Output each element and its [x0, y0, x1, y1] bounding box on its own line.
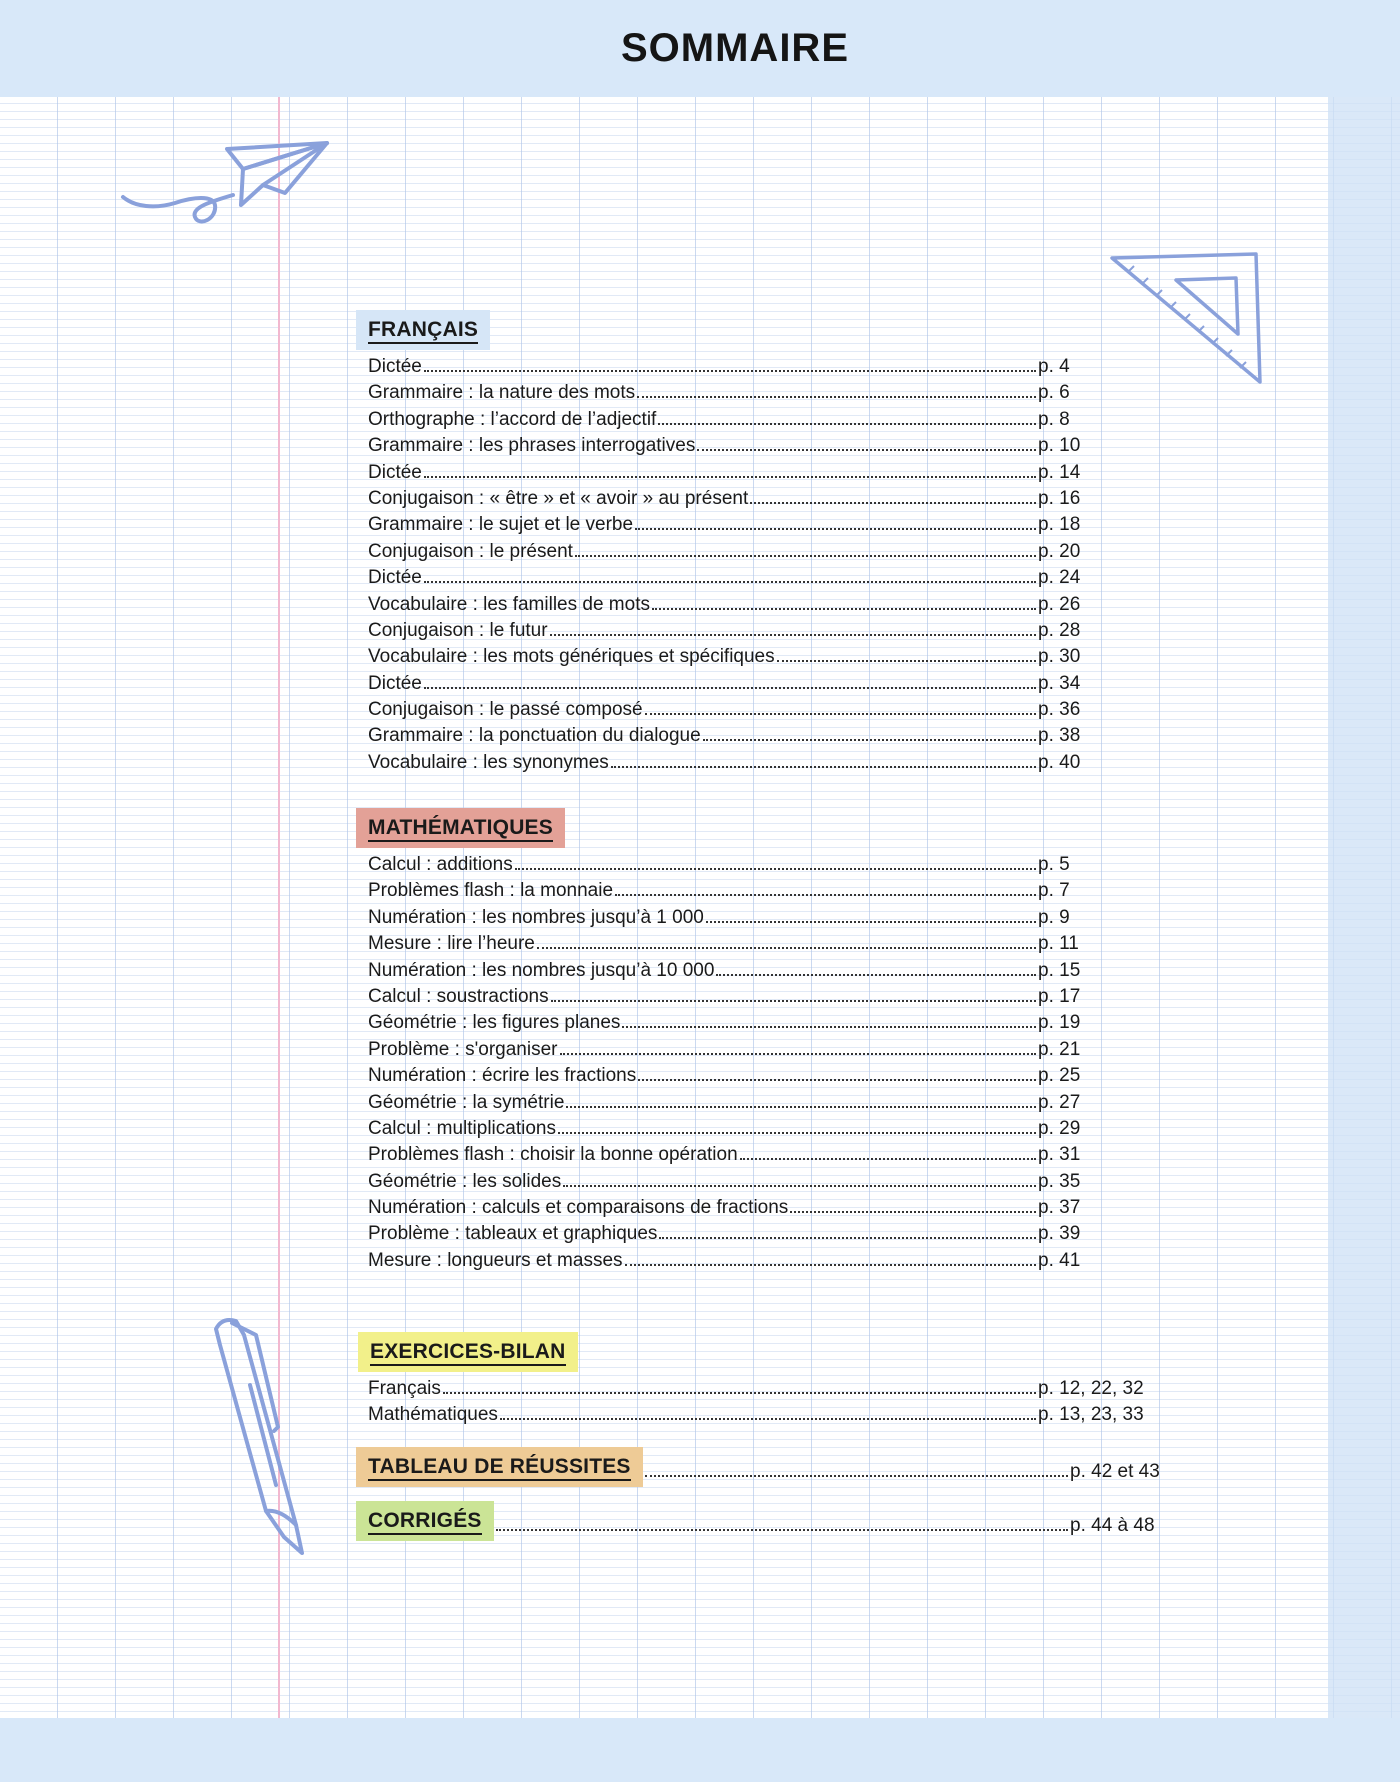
toc-item-label: Vocabulaire : les familles de mots	[368, 593, 650, 615]
toc-row[interactable]	[368, 1037, 1124, 1063]
toc-dots	[424, 581, 1036, 583]
toc-item-label: Géométrie : les solides	[368, 1170, 562, 1192]
toc-item-label: Conjugaison : le futur	[368, 619, 548, 641]
toc-item-label: Géométrie : la symétrie	[368, 1091, 565, 1113]
toc-item-label: Problèmes flash : choisir la bonne opération	[368, 1144, 738, 1166]
toc-item-label: Mesure : lire l’heure	[368, 933, 535, 955]
toc-dots	[443, 1392, 1036, 1394]
toc-row[interactable]	[368, 1063, 1124, 1089]
toc-dots	[638, 1079, 1036, 1081]
page-header	[0, 0, 1400, 97]
toc-item-page: p. 39	[1038, 1223, 1081, 1245]
toc-row[interactable]	[368, 644, 1124, 670]
toc-dots	[658, 423, 1036, 425]
maths-toc-list	[356, 852, 1156, 1274]
section-exercices	[356, 1332, 1156, 1429]
toc-dots	[424, 687, 1036, 689]
toc-dots	[652, 608, 1036, 610]
toc-dots	[500, 1418, 1036, 1420]
toc-item-label: Grammaire : les phrases interrogatives	[368, 435, 696, 457]
toc-item-page: p. 36	[1038, 699, 1081, 721]
toc-dots	[575, 555, 1036, 557]
toc-item-page: p. 37	[1038, 1197, 1081, 1219]
section-francais	[356, 310, 1156, 776]
toc-row[interactable]	[368, 486, 1124, 512]
toc-row[interactable]	[368, 1376, 1144, 1402]
toc-dots	[496, 1529, 1068, 1531]
toc-item-label: Orthographe : l’accord de l’adjectif	[368, 408, 657, 430]
exercices-toc-list	[356, 1376, 1156, 1429]
toc-row[interactable]	[368, 1116, 1124, 1142]
toc-item-page: p. 9	[1038, 906, 1070, 928]
toc-item-page: p. 14	[1038, 461, 1081, 483]
toc-dots	[645, 713, 1036, 715]
section-tableau	[356, 1447, 1160, 1487]
toc-item-page: p. 21	[1038, 1038, 1081, 1060]
section-corriges	[356, 1501, 1156, 1541]
toc-item-page: p. 12, 22, 32	[1038, 1378, 1144, 1399]
toc-row[interactable]	[368, 931, 1124, 957]
toc-item-page: p. 16	[1038, 487, 1081, 509]
toc-row[interactable]	[368, 905, 1124, 931]
toc-item-label: Problème : tableaux et graphiques	[368, 1223, 658, 1245]
toc-row[interactable]	[368, 750, 1124, 776]
toc-row[interactable]	[368, 539, 1124, 565]
toc-item-label: Dictée	[368, 672, 422, 694]
toc-item-label: Mesure : longueurs et masses	[368, 1249, 623, 1271]
toc-item-page: p. 31	[1038, 1144, 1081, 1166]
toc-item-label: Conjugaison : le passé composé	[368, 699, 643, 721]
corriges-row[interactable]	[356, 1501, 1156, 1541]
toc-dots	[515, 868, 1036, 870]
tableau-page: p. 42 et 43	[1070, 1461, 1160, 1482]
toc-item-label: Numération : les nombres jusqu’à 10 000	[368, 959, 715, 981]
toc-dots	[777, 660, 1036, 662]
toc-row[interactable]	[368, 354, 1124, 380]
section-title-exercices: EXERCICES-BILAN	[358, 1332, 578, 1372]
section-maths	[356, 808, 1156, 1274]
toc-item-page: p. 41	[1038, 1249, 1081, 1271]
toc-item-label: Calcul : multiplications	[368, 1117, 556, 1139]
toc-row[interactable]	[368, 1010, 1124, 1036]
toc-item-label: Conjugaison : « être » et « avoir » au présent	[368, 487, 749, 509]
toc-dots	[622, 1026, 1036, 1028]
toc-row[interactable]	[368, 433, 1124, 459]
toc-row[interactable]	[368, 984, 1124, 1010]
toc-item-page: p. 8	[1038, 408, 1070, 430]
toc-item-page: p. 26	[1038, 593, 1081, 615]
right-margin-band	[1328, 0, 1400, 1782]
toc-item-label: Vocabulaire : les mots génériques et spécifiques	[368, 646, 775, 668]
toc-row[interactable]	[368, 1090, 1124, 1116]
toc-item-label: Dictée	[368, 567, 422, 589]
toc-item-page: p. 28	[1038, 619, 1081, 641]
toc-item-page: p. 25	[1038, 1065, 1081, 1087]
toc-row[interactable]	[368, 1402, 1144, 1428]
toc-dots	[566, 1106, 1036, 1108]
toc-row[interactable]	[368, 512, 1124, 538]
toc-dots	[551, 1000, 1036, 1002]
toc-item-label: Vocabulaire : les synonymes	[368, 751, 609, 773]
toc-item-page: p. 27	[1038, 1091, 1081, 1113]
toc-item-page: p. 11	[1038, 933, 1079, 955]
toc-item-page: p. 7	[1038, 880, 1070, 902]
section-title-corriges: CORRIGÉS	[356, 1501, 494, 1541]
toc-item-page: p. 40	[1038, 751, 1081, 773]
toc-row[interactable]	[368, 1142, 1124, 1168]
toc-item-page: p. 30	[1038, 646, 1081, 668]
toc-row[interactable]	[368, 1195, 1124, 1221]
toc-row[interactable]	[368, 671, 1124, 697]
toc-item-page: p. 38	[1038, 725, 1081, 747]
toc-row[interactable]	[368, 1169, 1124, 1195]
toc-item-page: p. 19	[1038, 1012, 1081, 1034]
toc-row[interactable]	[368, 723, 1124, 749]
toc-item-label: Mathématiques	[368, 1404, 498, 1426]
toc-item-page: p. 17	[1038, 985, 1081, 1007]
toc-item-page: p. 29	[1038, 1117, 1081, 1139]
toc-dots	[550, 634, 1036, 636]
toc-item-page: p. 5	[1038, 854, 1070, 875]
toc-item-label: Problèmes flash : la monnaie	[368, 880, 614, 902]
toc-dots	[625, 1264, 1036, 1266]
toc-row[interactable]	[368, 407, 1124, 433]
toc-row[interactable]	[368, 852, 1124, 878]
paper-plane-icon	[115, 135, 335, 235]
toc-item-label: Géométrie : les figures planes	[368, 1012, 621, 1034]
tableau-row[interactable]	[356, 1447, 1160, 1487]
toc-item-label: Français	[368, 1378, 441, 1399]
toc-item-label: Dictée	[368, 356, 422, 377]
toc-item-label: Calcul : soustractions	[368, 985, 549, 1007]
toc-row[interactable]	[368, 565, 1124, 591]
toc-item-page: p. 35	[1038, 1170, 1081, 1192]
francais-toc-list	[356, 354, 1156, 776]
toc-item-page: p. 24	[1038, 567, 1081, 589]
toc-item-label: Numération : les nombres jusqu’à 1 000	[368, 906, 704, 928]
page-title: SOMMAIRE	[621, 26, 849, 70]
toc-item-label: Numération : calculs et comparaisons de fractions	[368, 1197, 789, 1219]
toc-dots	[635, 528, 1036, 530]
toc-item-page: p. 20	[1038, 540, 1081, 562]
toc-dots	[615, 894, 1036, 896]
toc-item-label: Numération : écrire les fractions	[368, 1065, 637, 1087]
toc-dots	[703, 739, 1036, 741]
toc-row[interactable]	[368, 1248, 1124, 1274]
toc-dots	[558, 1132, 1036, 1134]
toc-item-page: p. 18	[1038, 514, 1081, 536]
toc-item-label: Problème : s'organiser	[368, 1038, 558, 1060]
toc-dots	[716, 974, 1036, 976]
toc-item-label: Dictée	[368, 461, 422, 483]
toc-dots	[424, 370, 1036, 372]
pen-icon	[210, 1315, 320, 1560]
toc-item-label: Grammaire : la nature des mots	[368, 382, 636, 404]
toc-row[interactable]	[368, 460, 1124, 486]
corriges-page: p. 44 à 48	[1070, 1515, 1155, 1536]
section-title-tableau: TABLEAU DE RÉUSSITES	[356, 1447, 643, 1487]
toc-item-page: p. 10	[1038, 435, 1081, 457]
toc-item-page: p. 4	[1038, 356, 1070, 377]
toc-dots	[706, 921, 1036, 923]
toc-dots	[560, 1053, 1037, 1055]
toc-dots	[740, 1158, 1036, 1160]
toc-item-label: Calcul : additions	[368, 854, 513, 875]
toc-dots	[645, 1475, 1068, 1477]
toc-dots	[537, 947, 1036, 949]
toc-item-page: p. 13, 23, 33	[1038, 1404, 1144, 1426]
toc-row[interactable]	[368, 958, 1124, 984]
toc-item-page: p. 15	[1038, 959, 1081, 981]
toc-dots	[637, 396, 1036, 398]
toc-dots	[424, 476, 1036, 478]
section-title-francais: FRANÇAIS	[356, 310, 490, 350]
toc-dots	[563, 1185, 1036, 1187]
toc-row[interactable]	[368, 592, 1124, 618]
toc-item-page: p. 34	[1038, 672, 1081, 694]
toc-row[interactable]	[368, 878, 1124, 904]
toc-row[interactable]	[368, 697, 1124, 723]
toc-row[interactable]	[368, 618, 1124, 644]
toc-item-label: Grammaire : la ponctuation du dialogue	[368, 725, 701, 747]
toc-dots	[611, 766, 1036, 768]
toc-item-page: p. 6	[1038, 382, 1070, 404]
toc-item-label: Conjugaison : le présent	[368, 540, 573, 562]
toc-item-label: Grammaire : le sujet et le verbe	[368, 514, 634, 536]
toc-dots	[790, 1211, 1036, 1213]
toc-row[interactable]	[368, 380, 1124, 406]
section-title-maths: MATHÉMATIQUES	[356, 808, 565, 848]
toc-dots	[659, 1237, 1036, 1239]
toc-dots	[750, 502, 1036, 504]
toc-dots	[697, 449, 1036, 451]
page-footer	[0, 1718, 1400, 1782]
toc-row[interactable]	[368, 1221, 1124, 1247]
